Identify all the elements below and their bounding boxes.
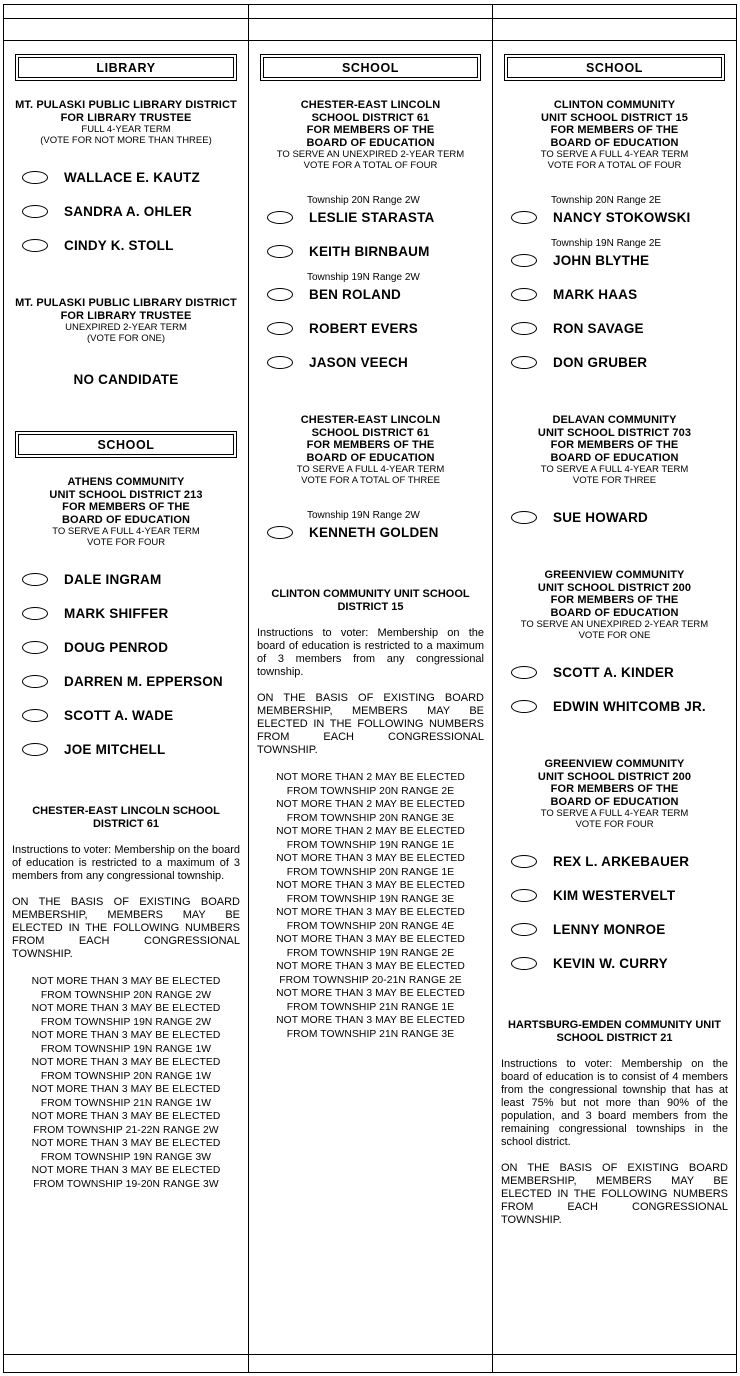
candidate-name: REX L. ARKEBAUER	[553, 854, 690, 869]
candidate-name: SUE HOWARD	[553, 510, 649, 525]
township-rules	[12, 975, 240, 1191]
candidate-name: JOHN BLYTHE	[553, 253, 650, 268]
township-rule-line: NOT MORE THAN 3 MAY BE ELECTED	[276, 880, 465, 891]
section-banner	[15, 54, 237, 81]
vote-oval[interactable]	[511, 356, 537, 369]
contest	[12, 476, 240, 757]
blank-cell	[248, 19, 492, 40]
contest-items	[501, 854, 728, 971]
candidate-row[interactable]	[267, 355, 484, 370]
contest-title-line: SCHOOL DISTRICT 61	[311, 111, 430, 124]
contest-subtitle-line: VOTE FOR ONE	[578, 630, 651, 641]
contest-title-line: UNIT SCHOOL DISTRICT 213	[49, 488, 203, 501]
contest-subtitle-line: TO SERVE A FULL 4-YEAR TERM	[540, 464, 689, 475]
contest-subtitle-line: TO SERVE A FULL 4-YEAR TERM	[540, 808, 689, 819]
blank-cell	[4, 5, 248, 18]
contest-subtitle-line: (VOTE FOR NOT MORE THAN THREE)	[40, 135, 212, 146]
contest-title	[501, 758, 728, 830]
candidate-name: MARK HAAS	[553, 287, 638, 302]
blank-cell	[492, 1355, 736, 1372]
contest	[501, 99, 728, 370]
contest-title-line: FOR MEMBERS OF THE	[550, 124, 679, 136]
candidate-row[interactable]	[511, 665, 728, 680]
vote-oval[interactable]	[267, 356, 293, 369]
contest-subtitle-line: FULL 4-YEAR TERM	[81, 124, 171, 135]
contest-title-line: BOARD OF EDUCATION	[550, 606, 679, 619]
contest-items	[12, 170, 240, 253]
contest-subtitle-line: VOTE FOR THREE	[572, 475, 657, 486]
contest-subtitle-line: (VOTE FOR ONE)	[86, 333, 166, 344]
candidate-row[interactable]	[22, 238, 240, 253]
township-label: Township 19N Range 2E	[551, 238, 662, 249]
instructions-paragraph: Instructions to voter: Membership on the board of education is restricted to a maximum of 3 members from any congressional township.	[12, 844, 240, 882]
candidate-row[interactable]	[267, 287, 484, 302]
blank-cell	[492, 5, 736, 18]
vote-oval[interactable]	[511, 211, 537, 224]
candidate-row[interactable]	[511, 922, 728, 937]
township-rule-line: FROM TOWNSHIP 20N RANGE 1W	[40, 1070, 212, 1082]
candidate-row[interactable]	[267, 321, 484, 336]
candidate-name: RON SAVAGE	[553, 321, 644, 336]
contest	[257, 414, 484, 540]
contest-subtitle-line: TO SERVE AN UNEXPIRED 2-YEAR TERM	[276, 149, 465, 160]
blank-cell	[4, 19, 248, 40]
contest-title-line: FOR MEMBERS OF THE	[550, 783, 679, 795]
candidate-name: DALE INGRAM	[64, 572, 162, 587]
candidate-row[interactable]	[511, 253, 728, 268]
township-rules	[257, 771, 484, 1041]
vote-oval[interactable]	[511, 254, 537, 267]
contest-title-line: GREENVIEW COMMUNITY	[544, 569, 685, 581]
contest-title	[12, 297, 240, 344]
candidate-name: SCOTT A. KINDER	[553, 665, 674, 680]
contest-title-line: FOR MEMBERS OF THE	[306, 439, 435, 451]
candidate-row[interactable]	[267, 525, 484, 540]
vote-oval[interactable]	[22, 743, 48, 756]
blank-cell	[4, 1355, 248, 1372]
contest-items	[257, 195, 484, 370]
contest-title-line: DELAVAN COMMUNITY	[552, 414, 677, 426]
township-rule-line: NOT MORE THAN 2 MAY BE ELECTED	[276, 772, 465, 783]
candidate-name: CINDY K. STOLL	[64, 238, 174, 253]
instructions-block	[257, 588, 484, 1041]
contest-items	[501, 195, 728, 370]
candidate-name: DON GRUBER	[553, 355, 648, 370]
contest	[501, 414, 728, 525]
contest-subtitle-line: TO SERVE A FULL 4-YEAR TERM	[540, 149, 689, 160]
vote-oval[interactable]	[511, 322, 537, 335]
contest-title-line: FOR LIBRARY TRUSTEE	[60, 309, 192, 322]
candidate-row[interactable]	[511, 355, 728, 370]
contest-title-line: MT. PULASKI PUBLIC LIBRARY DISTRICT	[15, 297, 237, 309]
township-rule-line: FROM TOWNSHIP 19-20N RANGE 3W	[33, 1178, 219, 1190]
instructions-title-line: SCHOOL DISTRICT 21	[556, 1031, 673, 1044]
candidate-name: KEITH BIRNBAUM	[309, 244, 430, 259]
candidate-row[interactable]	[267, 210, 484, 225]
vote-oval[interactable]	[22, 607, 48, 620]
township-rule-line: NOT MORE THAN 2 MAY BE ELECTED	[276, 826, 465, 837]
vote-oval[interactable]	[511, 889, 537, 902]
candidate-name: WALLACE E. KAUTZ	[64, 170, 200, 185]
candidate-name: NANCY STOKOWSKI	[553, 210, 691, 225]
contest-subtitle-line: VOTE FOR A TOTAL OF FOUR	[303, 160, 438, 171]
candidate-name: BEN ROLAND	[309, 287, 401, 302]
contest-title-line: FOR MEMBERS OF THE	[550, 439, 679, 451]
contest-items	[257, 510, 484, 540]
instructions-title-line: CHESTER-EAST LINCOLN SCHOOL	[32, 805, 220, 817]
township-rule-line: FROM TOWNSHIP 21N RANGE 1E	[286, 1001, 455, 1013]
township-rule-line: FROM TOWNSHIP 19N RANGE 3E	[286, 893, 455, 905]
candidate-row[interactable]	[22, 708, 240, 723]
vote-oval[interactable]	[22, 171, 48, 184]
township-rule-line: NOT MORE THAN 3 MAY BE ELECTED	[276, 1015, 465, 1026]
candidate-name: MARK SHIFFER	[64, 606, 169, 621]
instructions-block	[12, 805, 240, 1191]
candidate-row[interactable]	[511, 888, 728, 903]
contest-title-line: MT. PULASKI PUBLIC LIBRARY DISTRICT	[15, 99, 237, 111]
contest-title	[12, 476, 240, 548]
contest	[501, 569, 728, 714]
instructions-title-line: DISTRICT 61	[92, 817, 159, 830]
contest-items	[12, 372, 240, 387]
section-banner	[15, 431, 237, 458]
township-rule-line: FROM TOWNSHIP 20-21N RANGE 2E	[279, 974, 462, 986]
top-strip-1	[3, 4, 737, 19]
candidate-name: DOUG PENROD	[64, 640, 169, 655]
contest-title	[501, 99, 728, 171]
township-rule-line: NOT MORE THAN 3 MAY BE ELECTED	[31, 976, 221, 987]
candidate-row[interactable]	[511, 321, 728, 336]
contest-title-line: UNIT SCHOOL DISTRICT 15	[541, 111, 688, 124]
blank-cell	[248, 1355, 492, 1372]
contest-title-line: BOARD OF EDUCATION	[550, 795, 679, 808]
candidate-name: JASON VEECH	[309, 355, 408, 370]
contest-subtitle-line: TO SERVE A FULL 4-YEAR TERM	[52, 526, 200, 537]
contest	[257, 99, 484, 370]
candidate-row[interactable]	[22, 742, 240, 757]
vote-oval[interactable]	[511, 666, 537, 679]
contest-subtitle-line: TO SERVE A FULL 4-YEAR TERM	[296, 464, 445, 475]
section-banner	[504, 54, 725, 81]
ballot-column	[4, 40, 248, 1355]
candidate-name: EDWIN WHITCOMB JR.	[553, 699, 706, 714]
vote-oval[interactable]	[511, 511, 537, 524]
township-rule-line: FROM TOWNSHIP 19N RANGE 3W	[40, 1151, 212, 1163]
township-rule-line: FROM TOWNSHIP 19N RANGE 1E	[286, 839, 455, 851]
section-banner	[260, 54, 481, 81]
candidate-row[interactable]	[22, 572, 240, 587]
township-rule-line: FROM TOWNSHIP 21N RANGE 1W	[40, 1097, 212, 1109]
no-candidate-note: NO CANDIDATE	[73, 372, 179, 387]
township-rule-line: FROM TOWNSHIP 21N RANGE 3E	[286, 1028, 455, 1040]
vote-oval[interactable]	[22, 573, 48, 586]
vote-oval[interactable]	[511, 700, 537, 713]
contest-title-line: UNIT SCHOOL DISTRICT 200	[537, 581, 692, 594]
contest-items	[501, 510, 728, 525]
instructions-title-line: CLINTON COMMUNITY UNIT SCHOOL	[271, 588, 470, 600]
candidate-row[interactable]	[22, 170, 240, 185]
candidate-name: KIM WESTERVELT	[553, 888, 676, 903]
contest-title	[501, 414, 728, 486]
bottom-strip	[3, 1354, 737, 1373]
candidate-name: KEVIN W. CURRY	[553, 956, 668, 971]
section-banner-label: SCHOOL	[263, 57, 478, 78]
ballot-body	[3, 40, 737, 1355]
vote-oval[interactable]	[511, 923, 537, 936]
candidate-row[interactable]	[22, 674, 240, 689]
instructions-title	[257, 588, 484, 613]
township-rule-line: NOT MORE THAN 3 MAY BE ELECTED	[31, 1057, 221, 1068]
vote-oval[interactable]	[267, 211, 293, 224]
vote-oval[interactable]	[22, 641, 48, 654]
instructions-block	[501, 1019, 728, 1227]
ballot-column	[248, 40, 492, 1355]
candidate-row[interactable]	[267, 244, 484, 259]
contest-subtitle-line: VOTE FOR A TOTAL OF FOUR	[547, 160, 682, 171]
candidate-row[interactable]	[22, 640, 240, 655]
contest	[12, 297, 240, 387]
township-rule-line: NOT MORE THAN 3 MAY BE ELECTED	[31, 1138, 221, 1149]
township-rule-line: NOT MORE THAN 3 MAY BE ELECTED	[276, 961, 465, 972]
township-rule-line: FROM TOWNSHIP 20N RANGE 2E	[286, 785, 455, 797]
township-rule-line: FROM TOWNSHIP 20N RANGE 2W	[40, 989, 212, 1001]
instructions-paragraph: Instructions to voter: Membership on the board of education is restricted to a maximum of 3 members from any congressional township.	[257, 627, 484, 678]
instructions-paragraph: Instructions to voter: Membership on the board of education is to consist of 4 members from the congressional township that has at least 75% but not more than 90% of the population, and 3 board members from the remaining congressional townships in the school district.	[501, 1058, 728, 1148]
section-banner-label: SCHOOL	[507, 57, 722, 78]
contest-title-line: FOR LIBRARY TRUSTEE	[60, 111, 192, 124]
contest-title-line: SCHOOL DISTRICT 61	[311, 426, 430, 439]
township-rule-line: NOT MORE THAN 3 MAY BE ELECTED	[276, 988, 465, 999]
township-rule-line: NOT MORE THAN 3 MAY BE ELECTED	[31, 1084, 221, 1095]
vote-oval[interactable]	[22, 239, 48, 252]
contest	[501, 758, 728, 971]
township-rule-line: NOT MORE THAN 3 MAY BE ELECTED	[31, 1003, 221, 1014]
blank-cell	[248, 5, 492, 18]
contest-items	[12, 572, 240, 757]
candidate-name: KENNETH GOLDEN	[309, 525, 439, 540]
candidate-name: JOE MITCHELL	[64, 742, 166, 757]
instructions-title-line: DISTRICT 15	[337, 600, 404, 613]
contest	[12, 99, 240, 253]
candidate-row[interactable]	[511, 287, 728, 302]
candidate-row[interactable]	[22, 204, 240, 219]
contest-title-line: UNIT SCHOOL DISTRICT 200	[537, 770, 692, 783]
vote-oval[interactable]	[511, 957, 537, 970]
contest-title-line: BOARD OF EDUCATION	[61, 513, 191, 526]
contest-title-line: GREENVIEW COMMUNITY	[544, 758, 685, 770]
township-label: Township 19N Range 2W	[307, 510, 420, 521]
candidate-row[interactable]	[511, 510, 728, 525]
contest-subtitle-line: TO SERVE AN UNEXPIRED 2-YEAR TERM	[520, 619, 709, 630]
contest-title-line: CLINTON COMMUNITY	[553, 99, 676, 111]
contest-title-line: FOR MEMBERS OF THE	[306, 124, 435, 136]
section-banner-label: SCHOOL	[18, 434, 234, 455]
ballot-column	[492, 40, 736, 1355]
contest-title-line: BOARD OF EDUCATION	[550, 451, 679, 464]
contest-title	[257, 99, 484, 171]
contest-subtitle-line: VOTE FOR FOUR	[575, 819, 654, 830]
candidate-row[interactable]	[511, 699, 728, 714]
township-rule-line: NOT MORE THAN 3 MAY BE ELECTED	[276, 907, 465, 918]
contest-title	[257, 414, 484, 486]
township-rule-line: FROM TOWNSHIP 19N RANGE 1W	[40, 1043, 212, 1055]
township-rule-line: NOT MORE THAN 3 MAY BE ELECTED	[276, 853, 465, 864]
candidate-name: LESLIE STARASTA	[309, 210, 435, 225]
vote-oval[interactable]	[267, 322, 293, 335]
township-rule-line: FROM TOWNSHIP 20N RANGE 1E	[286, 866, 455, 878]
contest-title-line: BOARD OF EDUCATION	[306, 136, 435, 149]
instructions-paragraph: ON THE BASIS OF EXISTING BOARD MEMBERSHIP, MEMBERS MAY BE ELECTED IN THE FOLLOWING NUMBERS FROM EACH CONGRESSIONAL TOWNSHIP.	[257, 692, 484, 756]
contest-title-line: BOARD OF EDUCATION	[550, 136, 679, 149]
township-rule-line: NOT MORE THAN 2 MAY BE ELECTED	[276, 799, 465, 810]
contest-title-line: UNIT SCHOOL DISTRICT 703	[537, 426, 692, 439]
vote-oval[interactable]	[22, 675, 48, 688]
contest-title-line: CHESTER-EAST LINCOLN	[300, 414, 441, 426]
contest-items	[501, 665, 728, 714]
vote-oval[interactable]	[267, 526, 293, 539]
contest-title	[12, 99, 240, 146]
contest-subtitle-line: VOTE FOR A TOTAL OF THREE	[301, 475, 440, 486]
contest-title-line: FOR MEMBERS OF THE	[62, 501, 190, 513]
township-label: Township 20N Range 2W	[307, 195, 420, 206]
vote-oval[interactable]	[511, 855, 537, 868]
township-rule-line: FROM TOWNSHIP 19N RANGE 2W	[40, 1016, 212, 1028]
contest-subtitle-line: UNEXPIRED 2-YEAR TERM	[65, 322, 187, 333]
township-rule-line: NOT MORE THAN 3 MAY BE ELECTED	[276, 934, 465, 945]
contest-title-line: ATHENS COMMUNITY	[67, 476, 185, 488]
township-rule-line: NOT MORE THAN 3 MAY BE ELECTED	[31, 1165, 221, 1176]
contest-subtitle-line: VOTE FOR FOUR	[86, 537, 166, 548]
candidate-row[interactable]	[511, 210, 728, 225]
candidate-name: DARREN M. EPPERSON	[64, 674, 223, 689]
candidate-name: LENNY MONROE	[553, 922, 666, 937]
township-label: Township 20N Range 2E	[551, 195, 662, 206]
top-strip-2	[3, 18, 737, 41]
candidate-row[interactable]	[22, 606, 240, 621]
candidate-name: ROBERT EVERS	[309, 321, 418, 336]
instructions-paragraph: ON THE BASIS OF EXISTING BOARD MEMBERSHIP, MEMBERS MAY BE ELECTED IN THE FOLLOWING NUMBERS FROM EACH CONGRESSIONAL TOWNSHIP.	[12, 896, 240, 960]
township-rule-line: FROM TOWNSHIP 21-22N RANGE 2W	[33, 1124, 219, 1136]
vote-oval[interactable]	[511, 288, 537, 301]
instructions-title-line: HARTSBURG-EMDEN COMMUNITY UNIT	[507, 1019, 722, 1031]
township-rule-line: NOT MORE THAN 3 MAY BE ELECTED	[31, 1111, 221, 1122]
township-rule-line: FROM TOWNSHIP 20N RANGE 3E	[286, 812, 455, 824]
section-banner-label: LIBRARY	[18, 57, 234, 78]
township-label: Township 19N Range 2W	[307, 272, 420, 283]
contest-title-line: FOR MEMBERS OF THE	[550, 594, 679, 606]
candidate-name: SANDRA A. OHLER	[64, 204, 193, 219]
contest-title-line: BOARD OF EDUCATION	[306, 451, 435, 464]
candidate-row[interactable]	[511, 956, 728, 971]
contest-title-line: CHESTER-EAST LINCOLN	[300, 99, 441, 111]
vote-oval[interactable]	[22, 709, 48, 722]
blank-cell	[492, 19, 736, 40]
township-rule-line: FROM TOWNSHIP 20N RANGE 4E	[286, 920, 455, 932]
township-rule-line: FROM TOWNSHIP 19N RANGE 2E	[286, 947, 455, 959]
candidate-row[interactable]	[511, 854, 728, 869]
vote-oval[interactable]	[22, 205, 48, 218]
instructions-title	[501, 1019, 728, 1044]
instructions-paragraph: ON THE BASIS OF EXISTING BOARD MEMBERSHIP, MEMBERS MAY BE ELECTED IN THE FOLLOWING NUMBERS FROM EACH CONGRESSIONAL TOWNSHIP.	[501, 1162, 728, 1226]
instructions-title	[12, 805, 240, 830]
contest-title	[501, 569, 728, 641]
township-rule-line: NOT MORE THAN 3 MAY BE ELECTED	[31, 1030, 221, 1041]
vote-oval[interactable]	[267, 288, 293, 301]
vote-oval[interactable]	[267, 245, 293, 258]
candidate-name: SCOTT A. WADE	[64, 708, 174, 723]
